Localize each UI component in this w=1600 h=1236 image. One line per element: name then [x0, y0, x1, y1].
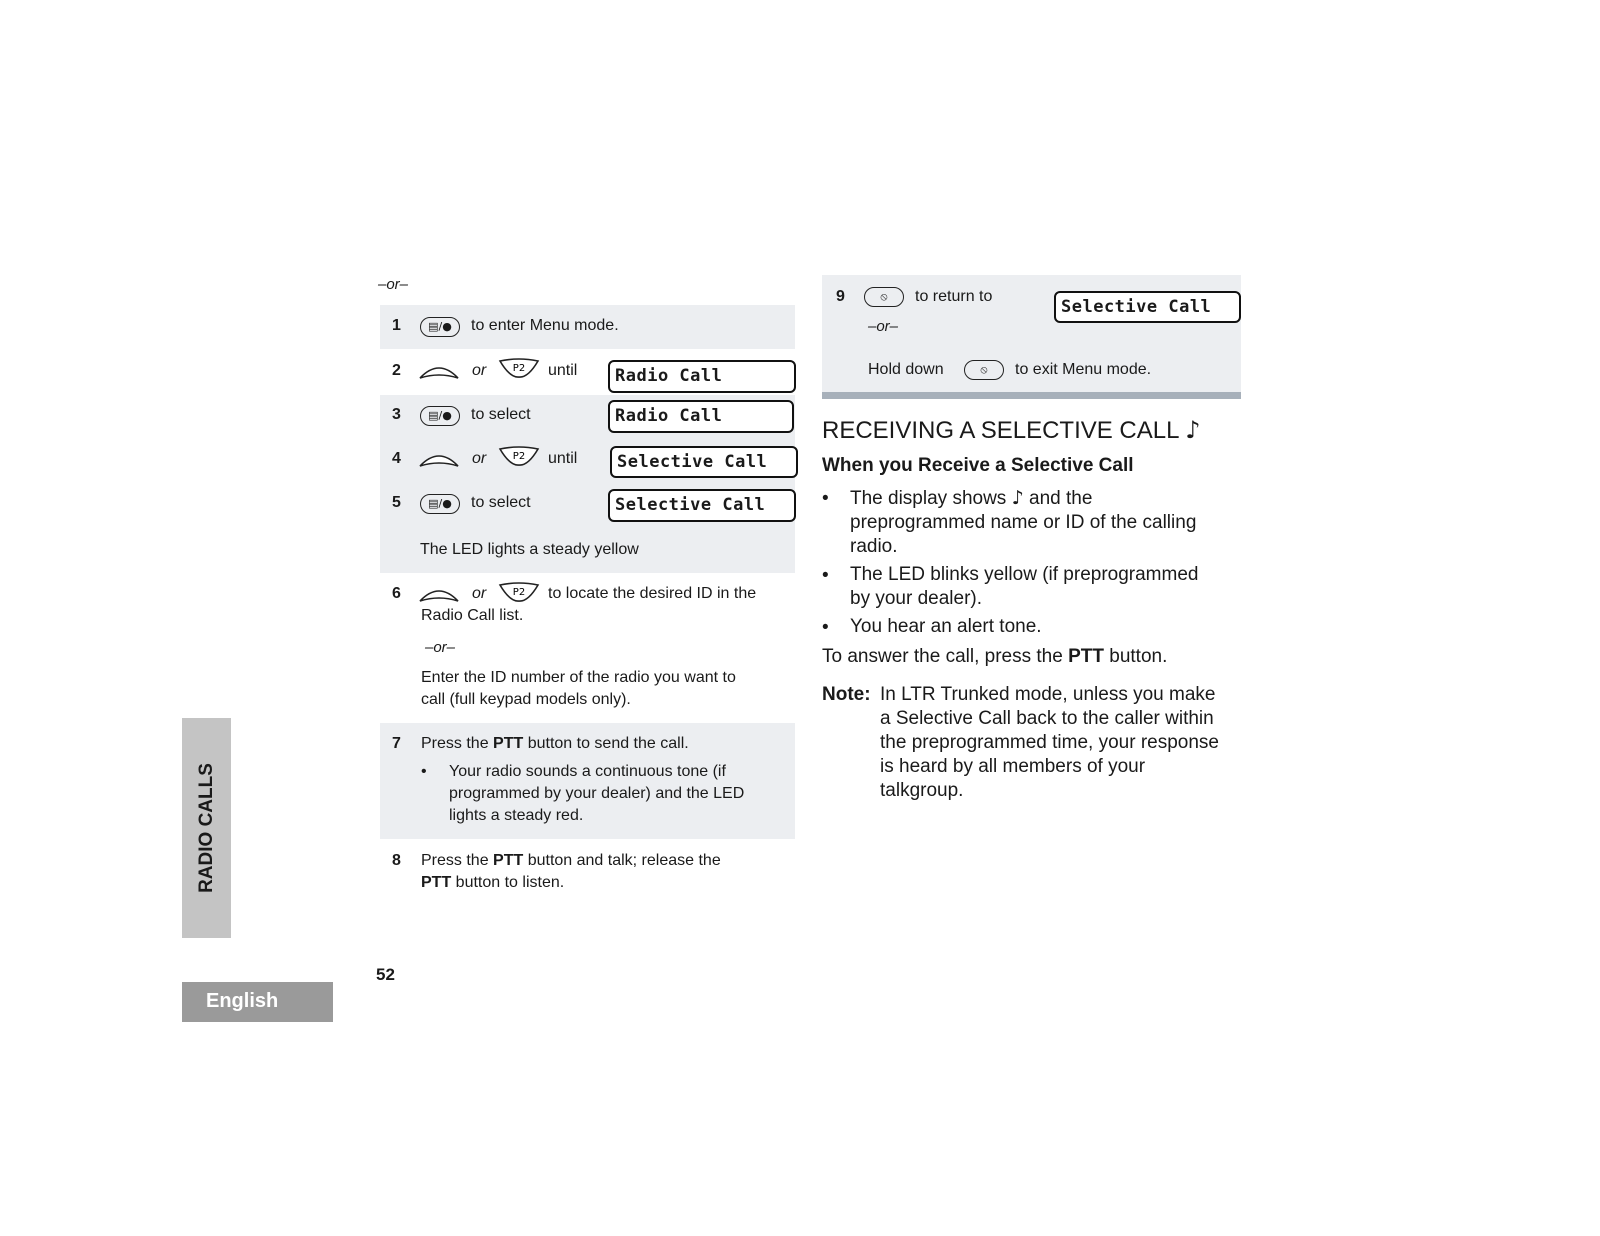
language-tab-label: English: [206, 990, 279, 1012]
step-text: Hold down: [868, 361, 944, 378]
note-text: In LTR Trunked mode, unless you make a Selective Call back to the caller within the preprogrammed time, your response is heard by all members of your talkgroup.: [880, 684, 1219, 801]
radio-display: Selective Call: [610, 446, 798, 478]
bullet-text: The display shows ♪ and the preprogrammed name or ID of the calling radio.: [850, 487, 1197, 557]
bullet-text: lights a steady red.: [449, 807, 584, 824]
step-text: Press the PTT button and talk; release the: [421, 852, 721, 869]
scroll-up-key-icon: [418, 583, 460, 605]
step-number: 4: [392, 450, 401, 467]
p2-key-icon: [498, 358, 540, 380]
language-tab: [182, 982, 333, 1022]
scroll-up-key-icon: [418, 448, 460, 470]
bullet-text: Your radio sounds a continuous tone (if: [449, 763, 726, 780]
step-text: to return to: [915, 288, 993, 305]
p2-key-icon: [498, 446, 540, 468]
menu-key-icon: ▤/●: [420, 494, 460, 514]
svg-text:P2: P2: [512, 363, 526, 374]
menu-key-icon: ▤/●: [420, 317, 460, 337]
section-rule: [822, 392, 1241, 399]
bullet-text: The LED blinks yellow (if preprogrammed by your dealer).: [850, 564, 1199, 609]
or-separator: –or–: [868, 318, 899, 335]
step-text: to select: [471, 494, 531, 511]
bullet-text: You hear an alert tone.: [850, 616, 1042, 637]
or-separator: –or–: [425, 639, 456, 656]
page-number: 52: [376, 965, 395, 984]
led-note: The LED lights a steady yellow: [420, 541, 639, 558]
step-text: PTT button to listen.: [421, 874, 565, 891]
bullet: •: [822, 488, 829, 509]
music-note-icon: ♪: [1185, 416, 1201, 444]
note-label: Note:: [822, 684, 871, 705]
step-text: to select: [471, 406, 531, 423]
home-key-icon: ⦸: [964, 360, 1004, 380]
step-number: 8: [392, 852, 401, 869]
step-number: 5: [392, 494, 401, 511]
side-tab: [182, 718, 231, 938]
or-label: or: [472, 450, 487, 467]
scroll-up-key-icon: [418, 360, 460, 382]
step-text: Press the PTT button to send the call.: [421, 735, 689, 752]
radio-display: Radio Call: [608, 360, 796, 393]
step-text: Radio Call list.: [421, 607, 524, 624]
step-text: call (full keypad models only).: [421, 691, 631, 708]
step-text: to exit Menu mode.: [1015, 361, 1152, 378]
radio-display: Selective Call: [1054, 291, 1241, 323]
menu-key-icon: ▤/●: [420, 406, 460, 426]
step-number: 6: [392, 585, 401, 602]
subheading: When you Receive a Selective Call: [822, 455, 1134, 476]
step-text: Enter the ID number of the radio you want to: [421, 669, 736, 686]
or-label: or: [472, 585, 487, 602]
step-number: 7: [392, 735, 401, 752]
section-heading: RECEIVING A SELECTIVE CALL ♪: [822, 416, 1201, 444]
radio-display: Radio Call: [608, 400, 794, 433]
bullet-text: programmed by your dealer) and the LED: [449, 785, 745, 802]
answer-instruction: To answer the call, press the PTT button.: [822, 646, 1168, 667]
step-text: to locate the desired ID in the: [548, 585, 757, 602]
step-number: 9: [836, 288, 845, 305]
home-key-icon: ⦸: [864, 287, 904, 307]
step-number: 1: [392, 317, 401, 334]
side-tab-label: RADIO CALLS: [195, 763, 217, 893]
step-text: to enter Menu mode.: [471, 317, 619, 334]
bullet: •: [421, 763, 427, 780]
bullet: •: [822, 617, 829, 638]
until-label: until: [548, 362, 578, 379]
or-label: or: [472, 362, 487, 379]
until-label: until: [548, 450, 578, 467]
p2-key-icon: [498, 582, 540, 604]
svg-text:P2: P2: [512, 451, 526, 462]
radio-display: Selective Call: [608, 489, 796, 522]
music-note-icon: ♪: [1011, 487, 1024, 509]
bullet: •: [822, 565, 829, 586]
or-separator: –or–: [378, 276, 409, 293]
step-number: 3: [392, 406, 401, 423]
svg-text:P2: P2: [512, 587, 526, 598]
step-number: 2: [392, 362, 401, 379]
